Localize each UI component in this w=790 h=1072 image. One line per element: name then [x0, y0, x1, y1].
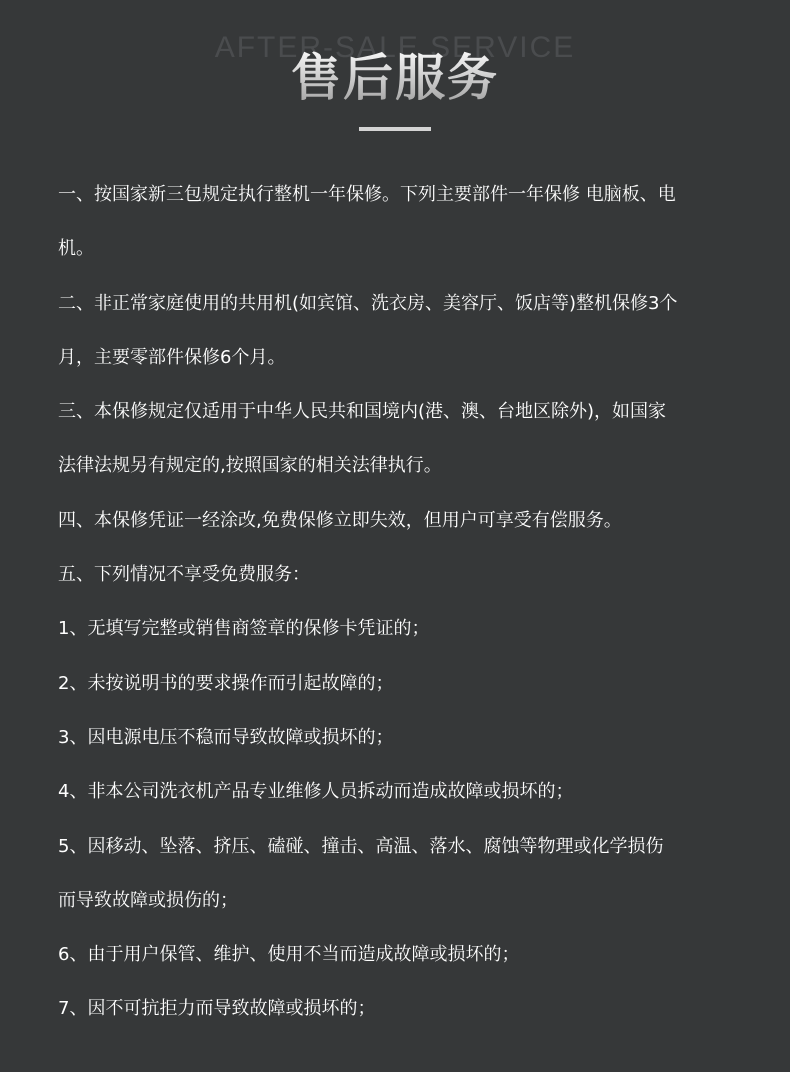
- term-line-14: 而导致故障或损伤的；: [58, 889, 238, 911]
- page-title: 售后服务: [0, 46, 790, 110]
- title-divider: [359, 127, 431, 131]
- term-line-4: 月，主要零部件保修6个月。: [58, 346, 286, 368]
- term-line-1: 一、按国家新三包规定执行整机一年保修。下列主要部件一年保修 电脑板、电: [58, 184, 676, 205]
- term-line-10: 2、未按说明书的要求操作而引起故障的；: [58, 672, 394, 694]
- term-line-3: 二、非正常家庭使用的共用机(如宾馆、洗衣房、美容厅、饭店等)整机保修3个: [58, 292, 678, 314]
- term-line-13: 5、因移动、坠落、挤压、磕碰、撞击、高温、落水、腐蚀等物理或化学损伤: [58, 835, 664, 857]
- term-line-9: 1、无填写完整或销售商签章的保修卡凭证的；: [58, 618, 430, 640]
- term-line-7: 四、本保修凭证一经涂改,免费保修立即失效，但用户可享受有偿服务。: [58, 509, 622, 531]
- term-line-11: 3、因电源电压不稳而导致故障或损坏的；: [58, 726, 394, 748]
- term-line-15: 6、由于用户保管、维护、使用不当而造成故障或损坏的；: [58, 944, 520, 966]
- service-terms: [58, 168, 748, 1037]
- term-line-16: 7、因不可抗拒力而导致故障或损坏的；: [58, 998, 376, 1020]
- header: [0, 28, 790, 138]
- term-line-12: 4、非本公司洗衣机产品专业维修人员拆动而造成故障或损坏的；: [58, 781, 574, 803]
- term-line-8: 五、下列情况不享受免费服务：: [58, 564, 310, 586]
- term-line-2: 机。: [58, 238, 94, 260]
- term-line-5: 三、本保修规定仅适用于中华人民共和国境内(港、澳、台地区除外)，如国家: [58, 401, 667, 423]
- term-line-6: 法律法规另有规定的,按照国家的相关法律执行。: [58, 455, 442, 477]
